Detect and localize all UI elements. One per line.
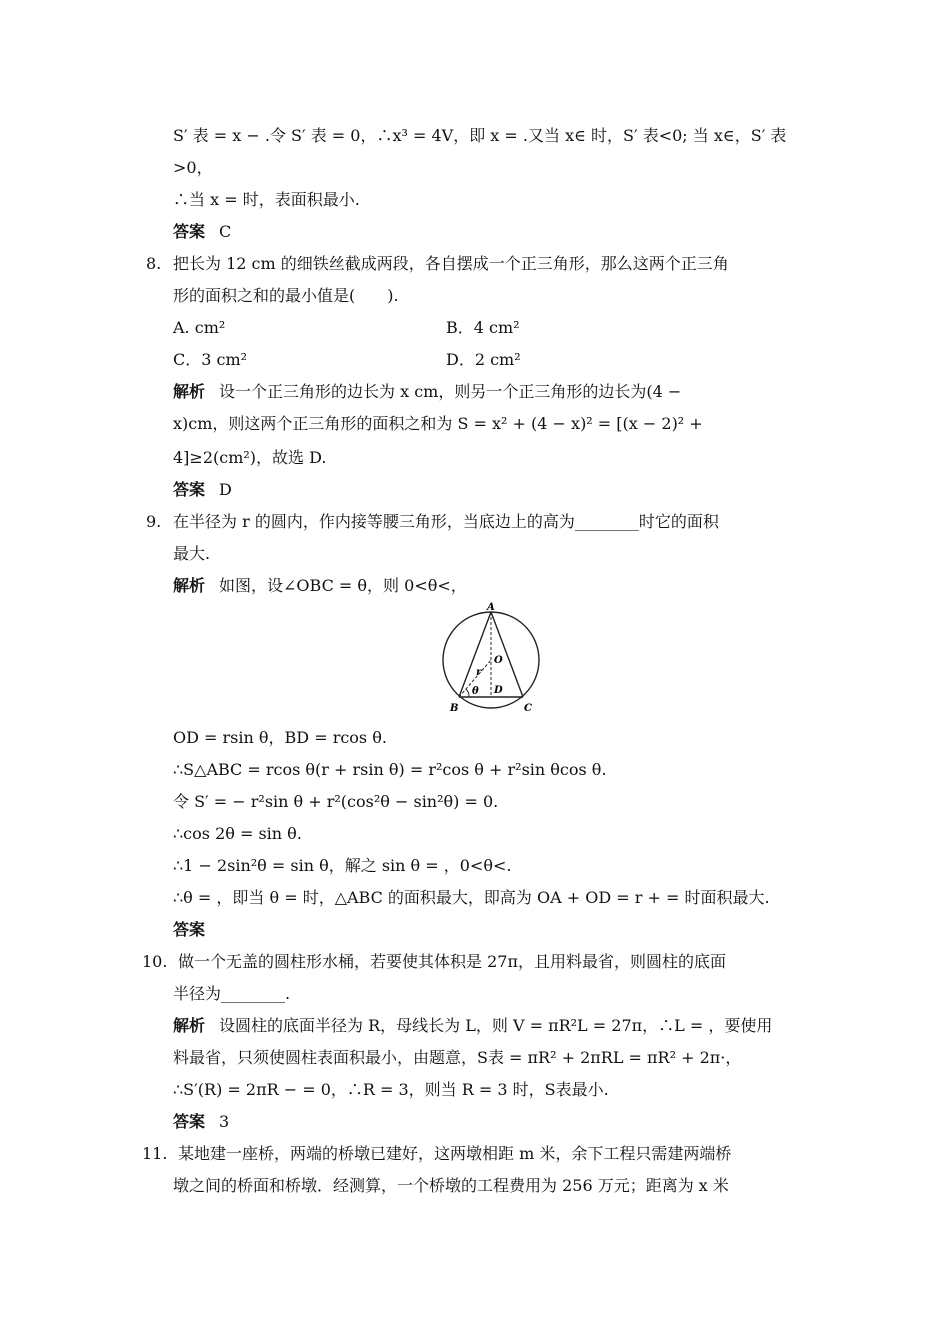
question-number: 8. [146, 254, 162, 273]
answer-value: D [219, 480, 232, 499]
solution-text: OD = rsin θ，BD = rcos θ. [173, 728, 387, 747]
answer-label: 答案 [173, 480, 206, 499]
solution-text: 设圆柱的底面半径为 R，母线长为 L，则 V = πR²L = 27π，∴L = ，要使用 [219, 1016, 773, 1035]
label-o: O [494, 655, 503, 666]
question-text: 在半径为 r 的圆内，作内接等腰三角形，当底边上的高为________时它的面积 [173, 512, 719, 531]
text-line: S′ 表 = x − .令 S′ 表 = 0，∴x³ = 4V，即 x = .又当 x∈ 时，S′ 表<0; 当 x∈，S′ 表 [173, 126, 787, 145]
solution-text: ∴θ = ，即当 θ = 时，△ABC 的面积最大，即高为 OA + OD = r + = 时面积最大. [173, 888, 770, 907]
answer-line [173, 479, 232, 501]
solution-line [173, 381, 681, 403]
answer-label: 答案 [173, 1112, 206, 1131]
option-c: C．3 cm² [173, 350, 248, 369]
solution-label: 解析 [173, 382, 206, 401]
label-b: B [450, 703, 459, 714]
solution-text: 4]≥2(cm²)，故选 D. [173, 448, 327, 467]
label-d: D [494, 685, 503, 696]
text-line: ∴当 x = 时，表面积最小. [173, 190, 360, 209]
option-a: A. cm² [173, 318, 226, 337]
question-text: 墩之间的桥面和桥墩．经测算，一个桥墩的工程费用为 256 万元；距离为 x 米 [173, 1176, 729, 1195]
label-r: r [476, 667, 482, 678]
answer-line [173, 1111, 229, 1133]
answer-line [173, 919, 205, 941]
solution-text: 料最省，只须使圆柱表面积最小，由题意，S表 = πR² + 2πRL = πR² + 2π·， [173, 1048, 742, 1067]
label-a: A [487, 602, 495, 613]
solution-line [173, 1015, 772, 1037]
label-theta: θ [472, 686, 479, 697]
label-c: C [524, 703, 532, 714]
segment-ab [459, 612, 491, 697]
solution-label: 解析 [173, 1016, 206, 1035]
answer-value: 3 [219, 1112, 230, 1131]
solution-text: ∴1 − 2sin²θ = sin θ，解之 sin θ = ，0<θ<. [173, 856, 512, 875]
question-number: 11. [142, 1144, 168, 1163]
question-text: 形的面积之和的最小值是( ). [173, 286, 399, 305]
solution-text: ∴cos 2θ = sin θ. [173, 824, 302, 843]
solution-text: 设一个正三角形的边长为 x cm，则另一个正三角形的边长为(4 − [219, 382, 682, 401]
solution-text: 令 S′ = − r²sin θ + r²(cos²θ − sin²θ) = 0. [173, 792, 499, 811]
solution-text: ∴S△ABC = rcos θ(r + rsin θ) = r²cos θ + r²sin θcos θ. [173, 760, 607, 779]
solution-label: 解析 [173, 576, 206, 595]
answer-label: 答案 [173, 920, 206, 939]
question-text: 半径为________. [173, 984, 291, 1003]
text-line: >0， [173, 158, 213, 177]
solution-text: x)cm，则这两个正三角形的面积之和为 S = x² + (4 − x)² = [(x − 2)² + [173, 414, 703, 433]
solution-text: 如图，设∠OBC = θ，则 0<θ<， [219, 576, 467, 595]
option-d: D．2 cm² [446, 350, 521, 369]
inscribed-triangle-figure [436, 600, 546, 716]
question-text: 把长为 12 cm 的细铁丝截成两段，各自摆成一个正三角形，那么这两个正三角 [173, 254, 729, 273]
answer-label: 答案 [173, 222, 206, 241]
angle-arc [466, 689, 469, 697]
question-text: 做一个无盖的圆柱形水桶，若要使其体积是 27π，且用料最省，则圆柱的底面 [178, 952, 726, 971]
question-text: 最大. [173, 544, 211, 563]
question-number: 10. [142, 952, 168, 971]
solution-line [173, 575, 467, 597]
option-b: B．4 cm² [446, 318, 520, 337]
answer-line [173, 221, 231, 243]
question-number: 9. [146, 512, 162, 531]
solution-text: ∴S′(R) = 2πR − = 0，∴R = 3，则当 R = 3 时，S表最小. [173, 1080, 609, 1099]
question-text: 某地建一座桥，两端的桥墩已建好，这两墩相距 m 米，余下工程只需建两端桥 [178, 1144, 732, 1163]
answer-value: C [219, 222, 232, 241]
